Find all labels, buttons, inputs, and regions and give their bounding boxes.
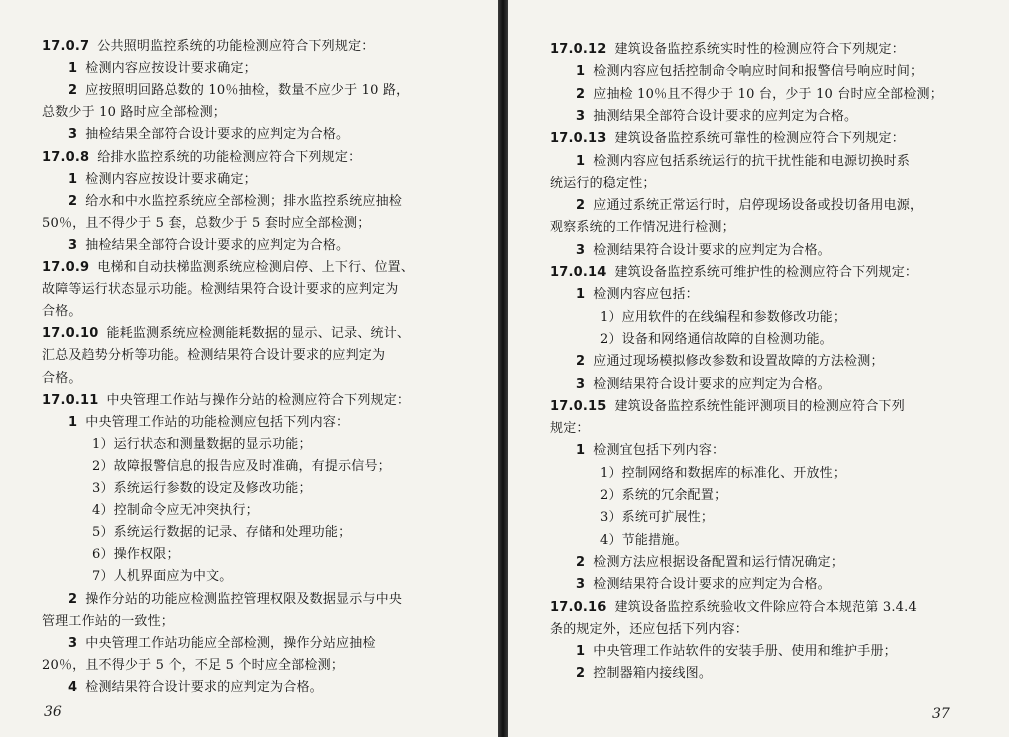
text-line <box>68 59 257 79</box>
text-line <box>92 479 312 499</box>
line-text: 中央管理工作站的功能检测应包括下列内容： <box>85 414 350 430</box>
clause-number: 3 <box>68 127 78 143</box>
text-line <box>600 486 727 506</box>
line-text: 2）设备和网络通信故障的自检测功能。 <box>600 331 833 347</box>
text-line <box>42 302 82 322</box>
text-line <box>42 280 398 300</box>
line-text: 中央管理工作站功能应全部检测，操作分站应抽检 <box>85 635 376 651</box>
clause-number: 17.0.14 <box>550 265 607 280</box>
clause-number: 17.0.13 <box>550 131 607 147</box>
clause-number: 4 <box>68 679 78 695</box>
line-text: 建筑设备监控系统可维护性的检测应符合下列规定： <box>614 265 919 280</box>
text-line <box>42 612 174 632</box>
line-text: 检测方法应根据设备配置和运行情况确定； <box>593 554 845 570</box>
line-text: 给水和中水监控系统应全部检测；排水监控系统应抽检 <box>85 193 403 209</box>
clause-number: 17.0.11 <box>42 392 99 408</box>
text-line <box>576 107 857 127</box>
line-text: 电梯和自动扶梯监测系统应检测启停、上下行、位置、 <box>97 260 415 275</box>
line-text: 4）节能措施。 <box>600 532 688 548</box>
clause-number: 17.0.12 <box>550 42 607 57</box>
text-line <box>576 375 831 395</box>
text-line <box>576 352 884 372</box>
line-text: 公共照明监控系统的功能检测应符合下列规定： <box>97 39 375 54</box>
text-line <box>92 435 312 455</box>
clause-line <box>550 129 905 149</box>
line-text: 6）操作权限； <box>92 547 180 563</box>
page-number-left: 36 <box>44 704 62 720</box>
line-text: 规定： <box>550 421 590 437</box>
text-line <box>92 457 391 477</box>
book-gutter <box>498 0 508 737</box>
line-text: 建筑设备监控系统实时性的检测应符合下列规定： <box>614 42 905 57</box>
line-text: 汇总及趋势分析等功能。检测结果符合设计要求的应判定为 <box>42 348 386 364</box>
line-text: 合格。 <box>42 304 82 320</box>
line-text: 检测内容应包括： <box>593 287 699 303</box>
clause-line <box>550 397 905 417</box>
line-text: 检测结果符合设计要求的应判定为合格。 <box>593 577 831 593</box>
line-text: 1）运行状态和测量数据的显示功能； <box>92 436 312 452</box>
line-text: 抽检结果全部符合设计要求的应判定为合格。 <box>85 237 350 253</box>
line-text: 建筑设备监控系统验收文件除应符合本规范第 3.4.4 <box>614 599 917 615</box>
clause-number: 3 <box>68 635 78 651</box>
text-line <box>42 656 344 676</box>
line-text: 观察系统的工作情况进行检测； <box>550 220 735 236</box>
clause-number: 2 <box>68 83 78 99</box>
clause-number: 3 <box>576 242 586 258</box>
text-line <box>600 464 846 484</box>
clause-number: 17.0.10 <box>42 326 99 342</box>
clause-number: 17.0.7 <box>42 39 90 54</box>
clause-line <box>42 148 361 168</box>
clause-number: 1 <box>576 443 586 459</box>
text-line <box>92 501 259 521</box>
line-text: 2）系统的冗余配置； <box>600 488 728 503</box>
clause-number: 1 <box>576 644 586 660</box>
line-text: 总数少于 10 路时应全部检测； <box>42 105 227 121</box>
line-text: 统运行的稳定性； <box>550 175 656 191</box>
text-line <box>68 81 409 101</box>
text-line <box>576 85 943 105</box>
text-line <box>92 523 351 543</box>
clause-number: 1 <box>68 61 78 77</box>
clause-number: 2 <box>576 354 586 370</box>
text-line <box>68 170 257 190</box>
line-text: 建筑设备监控系统性能评测项目的检测应符合下列 <box>614 398 905 414</box>
clause-number: 3 <box>576 577 586 593</box>
line-text: 检测内容应包括控制命令响应时间和报警信号响应时间； <box>593 64 924 80</box>
text-line <box>550 620 748 640</box>
text-line <box>550 419 590 439</box>
text-line <box>576 241 831 261</box>
text-line <box>68 590 402 610</box>
clause-line <box>42 391 410 411</box>
text-line <box>576 664 712 684</box>
clause-number: 1 <box>576 287 586 303</box>
text-line <box>42 214 370 234</box>
clause-number: 2 <box>576 86 586 102</box>
line-text: 控制器箱内接线图。 <box>593 666 713 682</box>
line-text: 7）人机界面应为中文。 <box>92 569 233 585</box>
clause-number: 2 <box>68 591 78 607</box>
text-line <box>68 236 349 256</box>
text-line <box>600 508 714 528</box>
text-line <box>576 553 844 573</box>
line-text: 应通过系统正常运行时，启停现场设备或投切备用电源， <box>593 198 924 214</box>
clause-number: 3 <box>576 108 586 124</box>
line-text: 应抽检 10％且不得少于 10 台，少于 10 台时应全部检测； <box>593 86 943 102</box>
line-text: 检测内容应按设计要求确定； <box>85 61 257 77</box>
clause-line <box>42 258 414 278</box>
text-line <box>576 152 910 172</box>
clause-line <box>550 263 918 283</box>
text-line <box>576 196 923 216</box>
text-line <box>68 125 349 145</box>
line-text: 条的规定外，还应包括下列内容： <box>550 621 749 637</box>
text-line <box>68 192 402 212</box>
clause-number: 17.0.16 <box>550 599 607 615</box>
line-text: 20％，且不得少于 5 个，不足 5 个时应全部检测； <box>42 657 345 673</box>
clause-number: 1 <box>576 64 586 80</box>
clause-number: 17.0.15 <box>550 398 607 414</box>
line-text: 检测结果符合设计要求的应判定为合格。 <box>85 679 323 695</box>
line-text: 管理工作站的一致性； <box>42 613 175 629</box>
text-line <box>600 531 688 551</box>
clause-number: 1 <box>68 414 78 430</box>
text-line <box>42 369 82 389</box>
line-text: 检测内容应按设计要求确定； <box>85 171 257 187</box>
line-text: 操作分站的功能应检测监控管理权限及数据显示与中央 <box>85 591 403 607</box>
text-line <box>600 330 833 350</box>
line-text: 3）系统可扩展性； <box>600 510 715 526</box>
clause-number: 1 <box>68 171 78 187</box>
clause-number: 2 <box>576 198 586 214</box>
line-text: 应通过现场模拟修改参数和设置故障的方法检测； <box>593 354 884 370</box>
text-line <box>42 103 226 123</box>
line-text: 抽测结果全部符合设计要求的应判定为合格。 <box>593 108 858 124</box>
line-text: 5）系统运行数据的记录、存储和处理功能； <box>92 525 352 541</box>
line-text: 中央管理工作站软件的安装手册、使用和维护手册； <box>593 644 897 660</box>
line-text: 建筑设备监控系统可靠性的检测应符合下列规定： <box>614 131 905 147</box>
clause-number: 3 <box>68 237 78 253</box>
left-page <box>0 0 498 737</box>
page-number-right: 37 <box>932 706 950 722</box>
right-page <box>508 0 1009 737</box>
text-line <box>600 308 846 328</box>
clause-line <box>42 37 374 57</box>
clause-line <box>550 598 917 618</box>
clause-number: 3 <box>576 376 586 392</box>
line-text: 能耗监测系统应检测能耗数据的显示、记录、统计、 <box>106 326 411 342</box>
line-text: 1）控制网络和数据库的标准化、开放性； <box>600 465 847 481</box>
clause-line <box>550 40 905 60</box>
text-line <box>576 62 923 82</box>
line-text: 故障等运行状态显示功能。检测结果符合设计要求的应判定为 <box>42 282 399 298</box>
line-text: 合格。 <box>42 370 82 386</box>
line-text: 应按照明回路总数的 10％抽检，数量不应少于 10 路， <box>85 83 410 99</box>
clause-number: 17.0.9 <box>42 260 90 275</box>
clause-number: 1 <box>576 153 586 169</box>
clause-number: 2 <box>576 666 586 682</box>
clause-number: 17.0.8 <box>42 149 90 165</box>
line-text: 检测内容应包括系统运行的抗干扰性能和电源切换时系 <box>593 153 911 169</box>
line-text: 3）系统运行参数的设定及修改功能； <box>92 481 312 496</box>
line-text: 检测结果符合设计要求的应判定为合格。 <box>593 376 831 392</box>
text-line <box>68 678 323 698</box>
line-text: 检测结果符合设计要求的应判定为合格。 <box>593 242 831 258</box>
line-text: 50％，且不得少于 5 套，总数少于 5 套时应全部检测； <box>42 215 371 231</box>
text-line <box>576 441 725 461</box>
text-line <box>576 575 831 595</box>
line-text: 1）应用软件的在线编程和参数修改功能； <box>600 309 847 325</box>
clause-number: 2 <box>68 193 78 209</box>
line-text: 抽检结果全部符合设计要求的应判定为合格。 <box>85 127 350 143</box>
line-text: 给排水监控系统的功能检测应符合下列规定： <box>97 149 362 165</box>
line-text: 4）控制命令应无冲突执行； <box>92 503 259 519</box>
text-line <box>92 567 232 587</box>
text-line <box>68 634 376 654</box>
text-line <box>550 174 656 194</box>
clause-line <box>42 324 410 344</box>
text-line <box>42 346 385 366</box>
line-text: 中央管理工作站与操作分站的检测应符合下列规定： <box>106 392 411 408</box>
text-line <box>550 218 735 238</box>
text-line <box>576 642 897 662</box>
line-text: 检测宜包括下列内容： <box>593 443 726 459</box>
text-line <box>92 545 180 565</box>
line-text: 2）故障报警信息的报告应及时准确，有提示信号； <box>92 458 391 474</box>
text-line <box>68 413 349 433</box>
clause-number: 2 <box>576 554 586 570</box>
text-line <box>576 285 699 305</box>
